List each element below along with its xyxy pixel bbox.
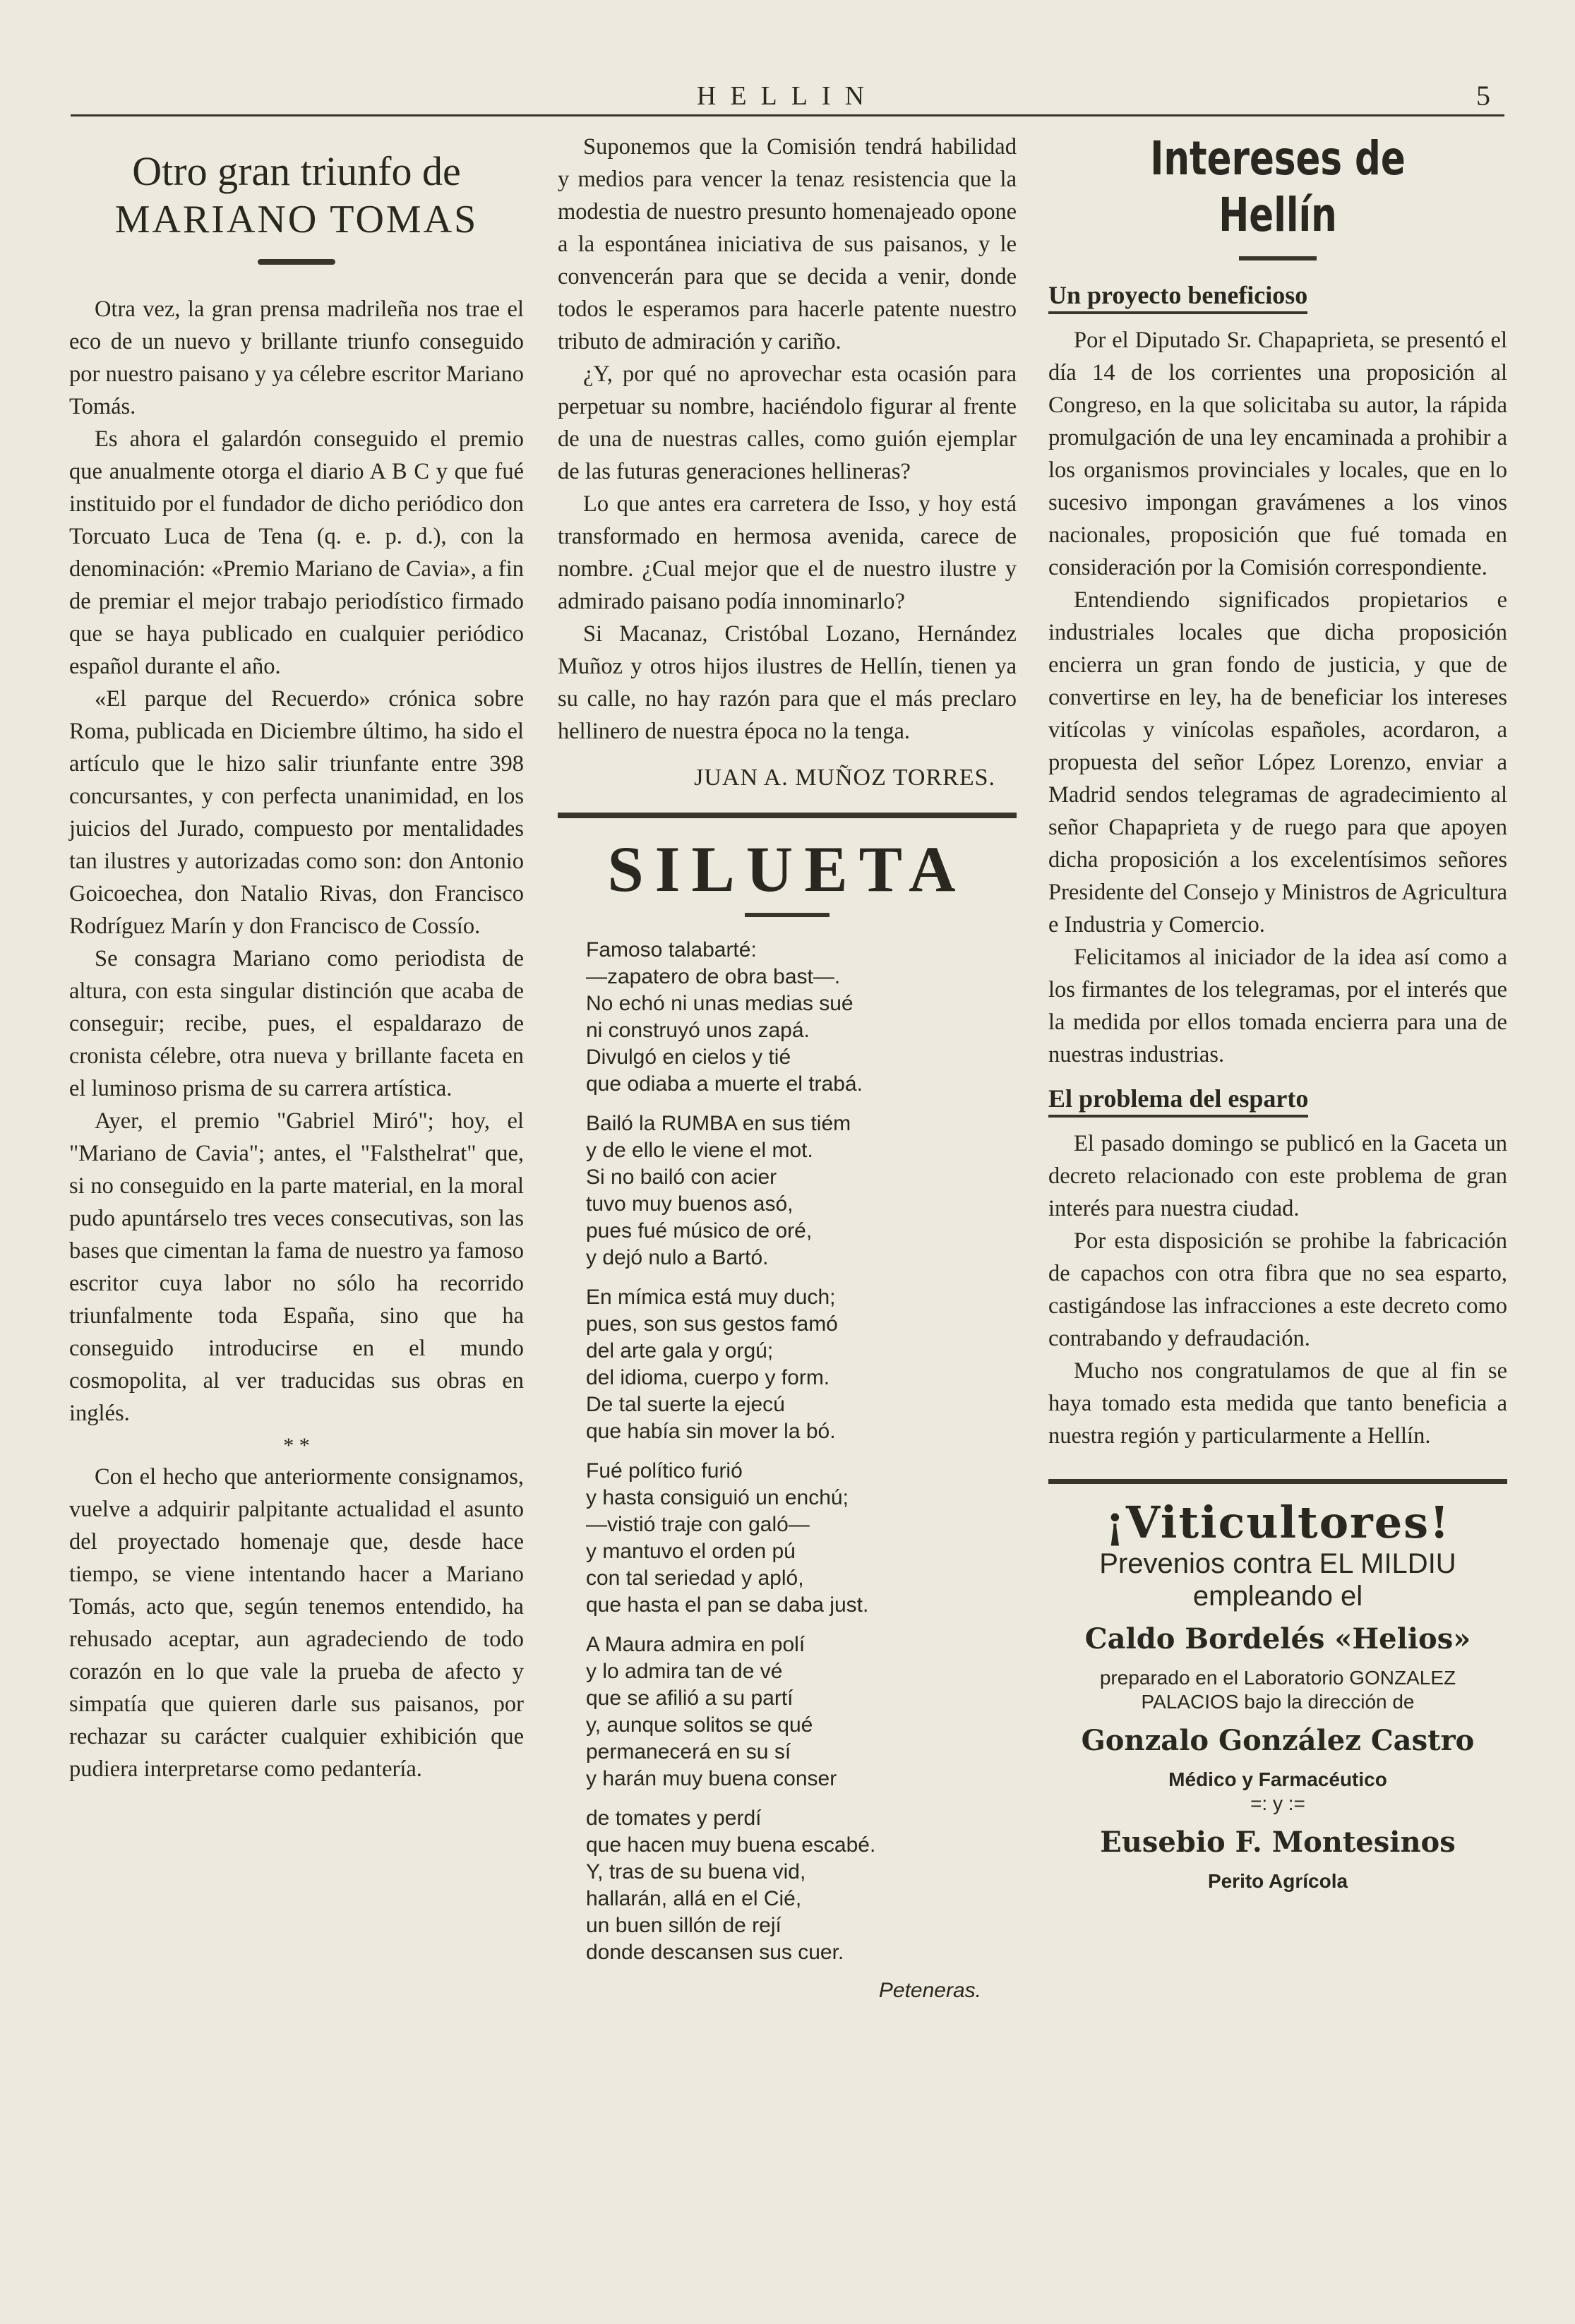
ad-product: Caldo Bordelés «Helios» xyxy=(1084,1622,1471,1655)
ad-line: Prevenios contra EL MILDIU xyxy=(1099,1548,1456,1579)
poem-line: Famoso talabarté: xyxy=(586,938,757,962)
paragraph: «El parque del Recuerdo» crónica sobre Roma, publicada en Diciembre último, ha sido el artículo que le hizo salir triunfante entre 398 concursantes, y con perfecta unanimidad, en los juicios del Jurado, compuesto por mentalidades tan ilustres y autorizadas como son: don Antonio Goicoechea, don Natalio Rivas, don Francisco Rodríguez Marín y don Francisco de Cossío. xyxy=(69,686,524,939)
poem-line: hallarán, allá en el Cié, xyxy=(586,1887,802,1910)
poem-line: que había sin mover la bó. xyxy=(586,1420,836,1443)
ornament-divider xyxy=(258,259,335,265)
paragraph: Se consagra Mariano como periodista de altura, con esta singular distinción que acaba de conseguir; recibe, pues, el espaldarazo de cronista célebre, otra nueva y brillante faceta en el luminoso prisma de su carrera artística. xyxy=(69,946,524,1101)
poem-line: De tal suerte la ejecú xyxy=(586,1393,785,1416)
poem-line: y hasta consiguió un enchú; xyxy=(586,1486,849,1509)
poem-stanza xyxy=(586,1805,1017,1966)
poem-line: de tomates y perdí xyxy=(586,1807,762,1830)
poem-line: y dejó nulo a Bartó. xyxy=(586,1246,769,1269)
poem-stanza xyxy=(586,1458,1017,1619)
poem-line: —vistió traje con galó— xyxy=(586,1513,810,1536)
poem-line: un buen sillón de rejí xyxy=(586,1914,781,1937)
paragraph: Mucho nos congratulamos de que al fin se haya tomado esta medida que tanto beneficia a nuestra región y particularmente a Hellín. xyxy=(1048,1358,1507,1449)
poem-line: Y, tras de su buena vid, xyxy=(586,1860,806,1883)
article-headline xyxy=(69,148,524,244)
ornament-divider xyxy=(1239,256,1317,260)
poem-line: del arte gala y orgú; xyxy=(586,1339,774,1362)
paragraph: Lo que antes era carretera de Isso, y hoy está transformado en hermosa avenida, carece de nombre. ¿Cual mejor que el de nuestro ilustre y admirado paisano podía innominarlo? xyxy=(558,491,1017,614)
poem-line: Si no bailó con acier xyxy=(586,1166,777,1189)
poem-line: donde descansen sus cuer. xyxy=(586,1941,844,1964)
poem-line: y harán muy buena conser xyxy=(586,1767,837,1790)
paragraph: Por el Diputado Sr. Chapaprieta, se presentó el día 14 de los corrientes una proposición al Congreso, en la que solicitaba su autor, la rápida promulgación de una ley encaminada a prohibir a los organismos provinciales y locales, que en lo sucesivo impongan gravámenes a los vinos nacionales, proposición que fué tomada en consideración por la Comisión correspondiente. xyxy=(1048,328,1507,580)
poem-line: del idioma, cuerpo y form. xyxy=(586,1366,830,1389)
poem-line: que odiaba a muerte el trabá. xyxy=(586,1072,863,1096)
poem xyxy=(586,937,1017,1966)
poem-line: y, aunque solitos se qué xyxy=(586,1713,813,1737)
poem-line: No echó ni unas medias sué xyxy=(586,992,854,1015)
page-number: 5 xyxy=(1476,80,1490,112)
poem-line: Divulgó en cielos y tié xyxy=(586,1046,791,1069)
ad-person-2-title: Perito Agrícola xyxy=(1207,1870,1348,1892)
advertisement xyxy=(1048,1479,1507,1893)
paragraph: Suponemos que la Comisión tendrá habilidad y medios para vencer la tenaz resistencia que la modestia de nuestro presunto homenajeado opone a la espontánea iniciativa de sus paisanos, y le convencerán para que se decida a venir, donde todos le esperamos para hacerle patente nuestro tributo de admiración y cariño. xyxy=(558,134,1017,354)
silueta-title: SILUETA xyxy=(607,833,967,905)
poem-line: tuvo muy buenos asó, xyxy=(586,1192,794,1216)
poem-line: que se afilió a su partí xyxy=(586,1687,794,1710)
poem-stanza xyxy=(586,937,1017,1098)
poem-line: con tal seriedad y apló, xyxy=(586,1567,804,1590)
poem-line: Fué político furió xyxy=(586,1459,743,1483)
section-rule xyxy=(558,813,1017,818)
page-header xyxy=(71,79,1504,116)
poem-stanza xyxy=(586,1284,1017,1445)
author-signature: JUAN A. MUÑOZ TORRES. xyxy=(694,765,995,791)
section-separator: * * xyxy=(283,1434,310,1457)
paragraph: Con el hecho que anteriormente consignamos, vuelve a adquirir palpitante actualidad el asunto del proyectado homenaje que, desde hace tiempo, se viene intentando hacer a Mariano Tomás, acto que, según tenemos entendido, ha rehusado aceptar, aun agradeciendo de todo corazón en lo que vale la prueba de afecto y simpatía que quieren darle sus paisanos, por rechazar su carácter cualquier exhibición que pudiera interpretarse como pedantería. xyxy=(69,1464,524,1782)
poem-line: y de ello le viene el mot. xyxy=(586,1139,813,1162)
newspaper-title: HELLIN xyxy=(696,81,879,111)
column-1 xyxy=(69,131,524,1785)
paragraph: Ayer, el premio "Gabriel Miró"; hoy, el "Mariano de Cavia"; antes, el "Falsthelrat" que, si no conseguido en la parte material, en la moral pudo apuntárselo tres veces consecutivas, son las bases que cimentan la fama de nuestro ya famoso escritor cuya labor no sólo ha recorrido triunfalmente toda España, sino que ha conseguido introducirse en el mundo cosmopolita, al ver traducidas sus obras en inglés. xyxy=(69,1108,524,1426)
poem-line: pues fué músico de oré, xyxy=(586,1219,813,1242)
headline-line-1: Otro gran triunfo de xyxy=(132,148,461,194)
poem-line: que hacen muy buena escabé. xyxy=(586,1833,876,1857)
paragraph: Otra vez, la gran prensa madrileña nos trae el eco de un nuevo y brillante triunfo conseguido por nuestro paisano y ya célebre escritor Mariano Tomás. xyxy=(69,297,524,419)
ad-person-1-title: Médico y Farmacéutico xyxy=(1168,1768,1387,1790)
poem-line: A Maura admira en polí xyxy=(586,1633,806,1656)
headline-line-2: MARIANO TOMAS xyxy=(114,198,479,241)
ad-title: ¡Viticultores! xyxy=(1105,1497,1451,1548)
paragraph: El pasado domingo se publicó en la Gaceta un decreto relacionado con este problema de gran interés para nuestra ciudad. xyxy=(1048,1131,1507,1221)
paragraph: Entendiendo significados propietarios e industriales locales que dicha proposición encierra un gran fondo de justicia, y que de convertirse en ley, ha de beneficiar los intereses vitícolas y vinícolas españoles, acordaron, a propuesta del señor López Lorenzo, enviar a Madrid sendos telegramas de agradecimiento al señor Chapaprieta y de ruego para que apoyen dicha proposición a los excelentísimos señores Presidente del Consejo y Ministros de Agricultura e Industria y Comercio. xyxy=(1048,587,1507,938)
paragraph: ¿Y, por qué no aprovechar esta ocasión para perpetuar su nombre, haciéndolo figurar al frente de una de nuestras calles, como guión ejemplar de las futuras generaciones hellineras? xyxy=(558,361,1017,484)
section-headline: Intereses de Hellín xyxy=(1150,131,1406,242)
poem-line: y lo admira tan de vé xyxy=(586,1660,783,1683)
paragraph: Por esta disposición se prohibe la fabricación de capachos con otra fibra que no sea esparto, castigándose las infracciones a este decreto como contrabando y defraudación. xyxy=(1048,1228,1507,1351)
poem-line: y mantuvo el orden pú xyxy=(586,1540,796,1563)
paragraph: Felicitamos al iniciador de la idea así como a los firmantes de los telegramas, por el interés que la medida por ellos tomada encierra para una de nuestras industrias. xyxy=(1048,945,1507,1067)
poem-line: —zapatero de obra bast—. xyxy=(586,965,841,988)
paragraph: Es ahora el galardón conseguido el premio que anualmente otorga el diario A B C y que fué instituido por el fundador de dicho periódico don Torcuato Luca de Tena (q. e. p. d.), con la denominación: «Premio Mariano de Cavia», a fin de premiar el mejor trabajo periodístico firmado que se haya publicado en cualquier periódico español durante el año. xyxy=(69,426,524,679)
subheading: Un proyecto beneficioso xyxy=(1048,280,1307,314)
poem-line: ni construyó unos zapá. xyxy=(586,1019,810,1042)
poem-signature: Peteneras. xyxy=(878,1979,981,2002)
poem-stanza xyxy=(586,1631,1017,1792)
column-3 xyxy=(1048,131,1507,1893)
paragraph: Si Macanaz, Cristóbal Lozano, Hernández Muñoz y otros hijos ilustres de Hellín, tienen ya su calle, no hay razón para que el más preclaro hellinero de nuestra época no la tenga. xyxy=(558,621,1017,744)
poem-line: En mímica está muy duch; xyxy=(586,1286,836,1309)
ad-joiner: =: y := xyxy=(1250,1792,1305,1814)
poem-line: permanecerá en su sí xyxy=(586,1740,791,1763)
ad-person-2: Eusebio F. Montesinos xyxy=(1100,1826,1456,1859)
article-body xyxy=(69,293,524,1430)
ad-preparation: preparado en el Laboratorio GONZALEZ PALACIOS bajo la dirección de xyxy=(1099,1667,1456,1713)
poem-stanza xyxy=(586,1110,1017,1271)
ornament-divider xyxy=(745,913,830,917)
column-2 xyxy=(558,131,1017,2003)
poem-line: Bailó la RUMBA en sus tiém xyxy=(586,1112,851,1135)
poem-line: que hasta el pan se daba just. xyxy=(586,1593,869,1617)
ad-line: empleando el xyxy=(1192,1581,1363,1612)
subheading: El problema del esparto xyxy=(1048,1084,1308,1118)
ad-person-1: Gonzalo González Castro xyxy=(1081,1724,1475,1757)
poem-line: pues, son sus gestos famó xyxy=(586,1312,838,1336)
